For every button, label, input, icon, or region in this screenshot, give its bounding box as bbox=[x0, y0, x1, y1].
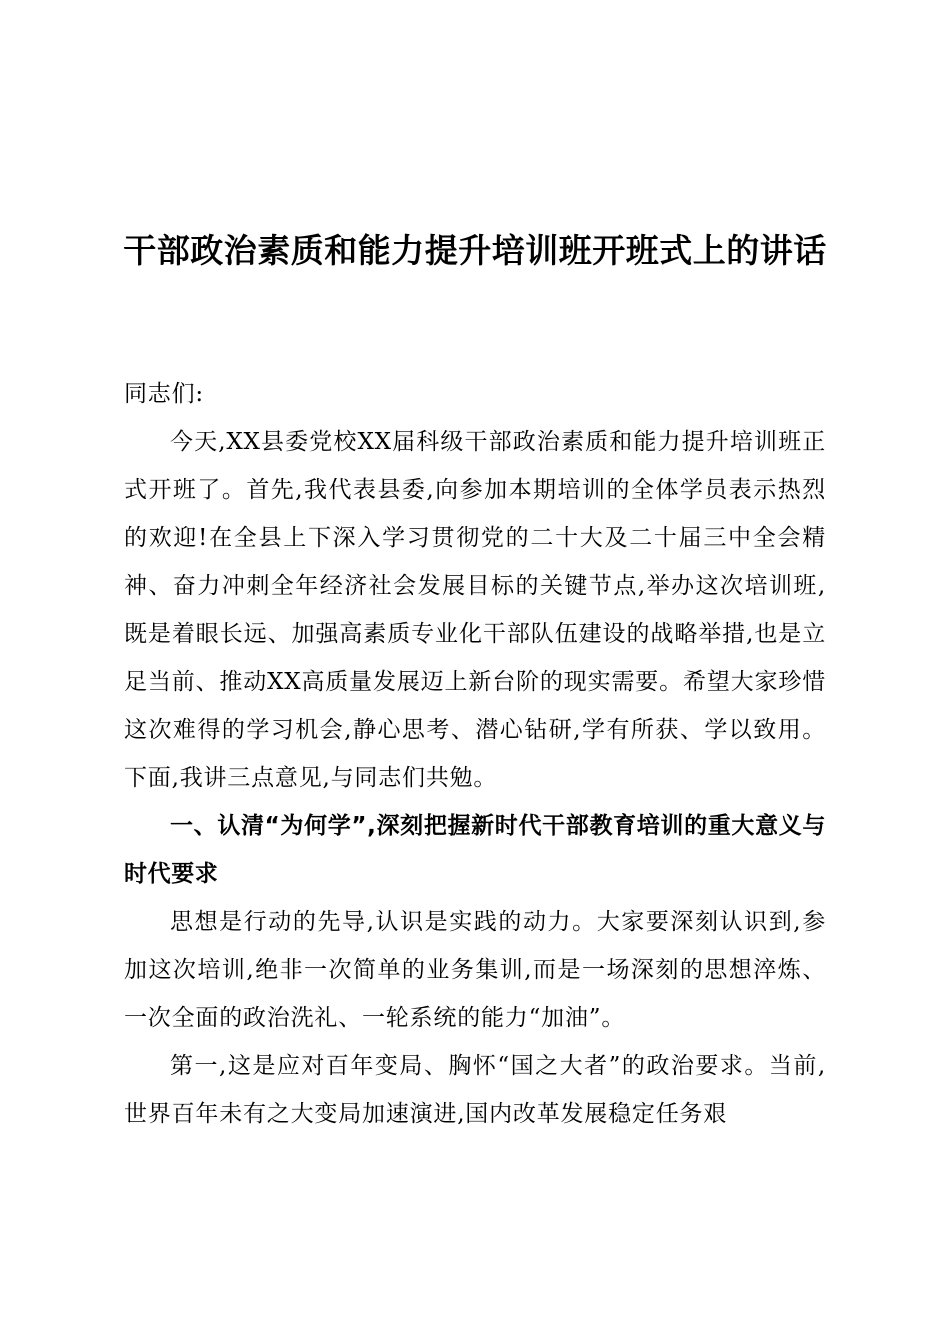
salutation: 同志们: bbox=[124, 381, 204, 407]
paragraph-opening: 今天,XX县委党校XX届科级干部政治素质和能力提升培训班正式开班了。首先,我代表县委,向参加本期培训的全体学员表示热烈的欢迎!在全县上下深入学习贯彻党的二十大及二十届三中全会精神、奋力冲刺全年经济社会发展目标的关键节点,举办这次培训班,既是着眼长远、加强高素质专业化干部队伍建设的战略举措,也是立足当前、推动XX高质量发展迈上新台阶的现实需要。希望大家珍惜这次难得的学习机会,静心思考、潜心钻研,学有所获、学以致用。下面,我讲三点意见,与同志们共勉。 bbox=[124, 429, 826, 791]
paragraph-thought: 思想是行动的先导,认识是实践的动力。大家要深刻认识到,参加这次培训,绝非一次简单的业务集训,而是一场深刻的思想淬炼、一次全面的政治洗礼、一轮系统的能力“加油”。 bbox=[124, 909, 826, 1031]
document-title: 干部政治素质和能力提升培训班开班式上的讲话 bbox=[123, 231, 827, 270]
document-body bbox=[124, 370, 826, 1138]
paragraph-first-point: 第一,这是应对百年变局、胸怀“国之大者”的政治要求。当前,世界百年未有之大变局加速演进,国内改革发展稳定任务艰 bbox=[124, 1053, 826, 1127]
section-heading-1: 一、认清“为何学”,深刻把握新时代干部教育培训的重大意义与时代要求 bbox=[124, 813, 826, 887]
